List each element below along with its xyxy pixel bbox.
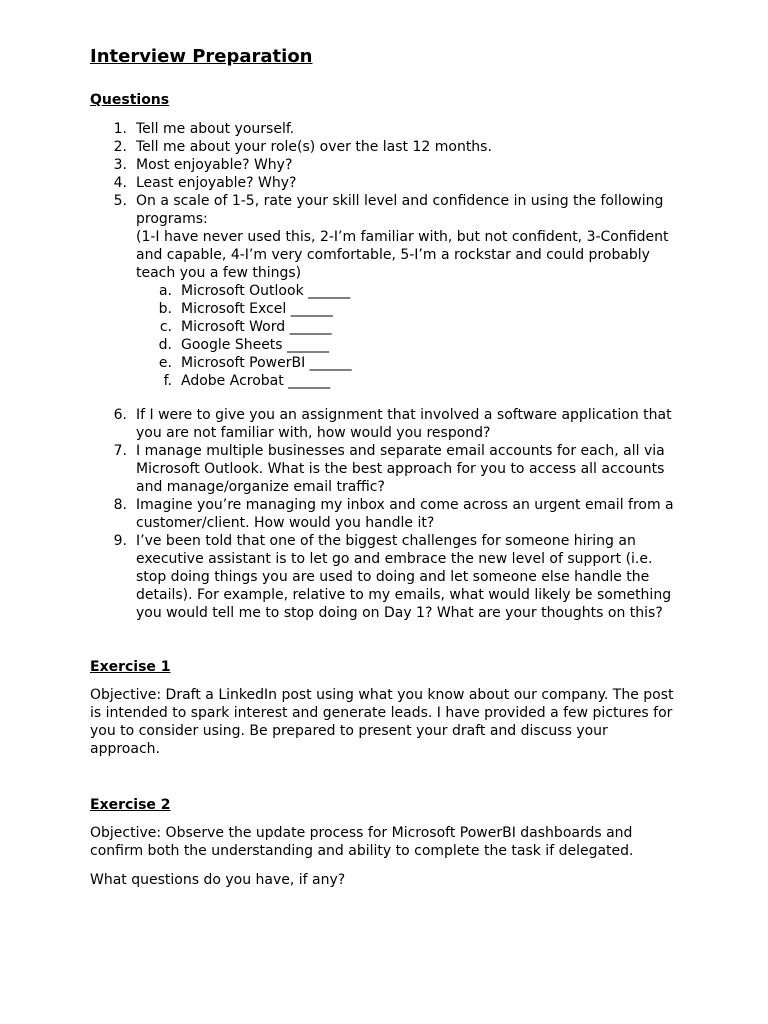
paragraph-line: Objective: Draft a LinkedIn post using what you know about our company. The post bbox=[90, 687, 674, 703]
exercise-2-objective bbox=[90, 824, 680, 860]
item-number: 7. bbox=[113, 443, 127, 459]
list-item bbox=[0, 174, 768, 192]
sub-list-item bbox=[0, 354, 768, 372]
list-item bbox=[0, 442, 768, 460]
item-number: 3. bbox=[113, 157, 127, 173]
sub-item-letter: b. bbox=[158, 301, 172, 317]
item-text: Most enjoyable? Why? bbox=[136, 157, 293, 173]
item-number: 5. bbox=[113, 193, 127, 209]
list-item-continuation bbox=[0, 478, 768, 496]
sub-list-item bbox=[0, 372, 768, 390]
sub-list-item bbox=[0, 336, 768, 354]
sub-item-letter: c. bbox=[159, 319, 172, 335]
item-text: (1-I have never used this, 2-I’m familiar with, but not confident, 3-Confident bbox=[136, 229, 669, 245]
item-text: Microsoft Outlook. What is the best approach for you to access all accounts bbox=[136, 461, 665, 477]
item-number: 4. bbox=[113, 175, 127, 191]
sub-item-letter: e. bbox=[158, 355, 172, 371]
sub-item-text: Microsoft Excel ______ bbox=[181, 301, 333, 317]
item-number: 8. bbox=[113, 497, 127, 513]
item-text: stop doing things you are used to doing and let someone else handle the bbox=[136, 569, 650, 585]
sub-item-text: Google Sheets ______ bbox=[181, 337, 330, 353]
list-item-continuation bbox=[0, 424, 768, 442]
questions-list-part2 bbox=[0, 406, 768, 622]
item-text: executive assistant is to let go and embrace the new level of support (i.e. bbox=[136, 551, 653, 567]
list-item-continuation bbox=[0, 228, 768, 246]
exercise-2-heading: Exercise 2 bbox=[90, 797, 171, 813]
list-item-continuation bbox=[0, 246, 768, 264]
paragraph-line: approach. bbox=[90, 741, 160, 757]
exercise-1-heading: Exercise 1 bbox=[90, 659, 171, 675]
sub-item-text: Microsoft PowerBI ______ bbox=[181, 355, 352, 371]
list-item-continuation bbox=[0, 586, 768, 604]
item-text: Tell me about your role(s) over the last 12 months. bbox=[136, 139, 492, 155]
list-item-continuation bbox=[0, 264, 768, 282]
list-item-continuation bbox=[0, 568, 768, 586]
item-text: I’ve been told that one of the biggest challenges for someone hiring an bbox=[136, 533, 636, 549]
item-text: Least enjoyable? Why? bbox=[136, 175, 297, 191]
list-item-continuation bbox=[0, 550, 768, 568]
list-item bbox=[0, 156, 768, 174]
exercise-1-objective bbox=[90, 686, 680, 758]
item-text: If I were to give you an assignment that involved a software application that bbox=[136, 407, 672, 423]
sub-list-item bbox=[0, 318, 768, 336]
sub-item-letter: f. bbox=[163, 373, 172, 389]
item-text: and capable, 4-I’m very comfortable, 5-I’m a rockstar and could probably bbox=[136, 247, 650, 263]
item-text: I manage multiple businesses and separate email accounts for each, all via bbox=[136, 443, 665, 459]
list-item-continuation bbox=[0, 604, 768, 622]
item-number: 2. bbox=[113, 139, 127, 155]
sub-item-text: Microsoft Word ______ bbox=[181, 319, 332, 335]
item-text: you would tell me to stop doing on Day 1? What are your thoughts on this? bbox=[136, 605, 663, 621]
list-item bbox=[0, 120, 768, 138]
paragraph-line: is intended to spark interest and generate leads. I have provided a few pictures for bbox=[90, 705, 673, 721]
sub-item-letter: a. bbox=[158, 283, 172, 299]
questions-heading: Questions bbox=[90, 92, 170, 108]
sub-item-text: Microsoft Outlook ______ bbox=[181, 283, 351, 299]
item-text: teach you a few things) bbox=[136, 265, 302, 281]
sub-list-item bbox=[0, 282, 768, 300]
paragraph-line: Objective: Observe the update process for Microsoft PowerBI dashboards and bbox=[90, 825, 633, 841]
item-text: programs: bbox=[136, 211, 208, 227]
item-text: Tell me about yourself. bbox=[136, 121, 295, 137]
closing-question: What questions do you have, if any? bbox=[90, 872, 346, 888]
item-number: 9. bbox=[113, 533, 127, 549]
list-item bbox=[0, 192, 768, 210]
page-title: Interview Preparation bbox=[90, 46, 313, 67]
sub-item-letter: d. bbox=[158, 337, 172, 353]
list-item-continuation bbox=[0, 460, 768, 478]
sub-list-item bbox=[0, 300, 768, 318]
item-text: and manage/organize email traffic? bbox=[136, 479, 385, 495]
item-text: customer/client. How would you handle it? bbox=[136, 515, 435, 531]
item-text: Imagine you’re managing my inbox and come across an urgent email from a bbox=[136, 497, 674, 513]
list-item-continuation bbox=[0, 514, 768, 532]
item-text: you are not familiar with, how would you respond? bbox=[136, 425, 491, 441]
paragraph-line: confirm both the understanding and ability to complete the task if delegated. bbox=[90, 843, 634, 859]
list-item bbox=[0, 532, 768, 550]
list-item bbox=[0, 138, 768, 156]
sub-item-text: Adobe Acrobat ______ bbox=[181, 373, 331, 389]
item-text: On a scale of 1-5, rate your skill level and confidence in using the following bbox=[136, 193, 664, 209]
item-number: 6. bbox=[113, 407, 127, 423]
item-number: 1. bbox=[113, 121, 127, 137]
item-text: details). For example, relative to my emails, what would likely be something bbox=[136, 587, 672, 603]
paragraph-line: you to consider using. Be prepared to present your draft and discuss your bbox=[90, 723, 608, 739]
list-item bbox=[0, 406, 768, 424]
questions-list-part1 bbox=[0, 120, 768, 390]
list-item-continuation bbox=[0, 210, 768, 228]
list-item bbox=[0, 496, 768, 514]
